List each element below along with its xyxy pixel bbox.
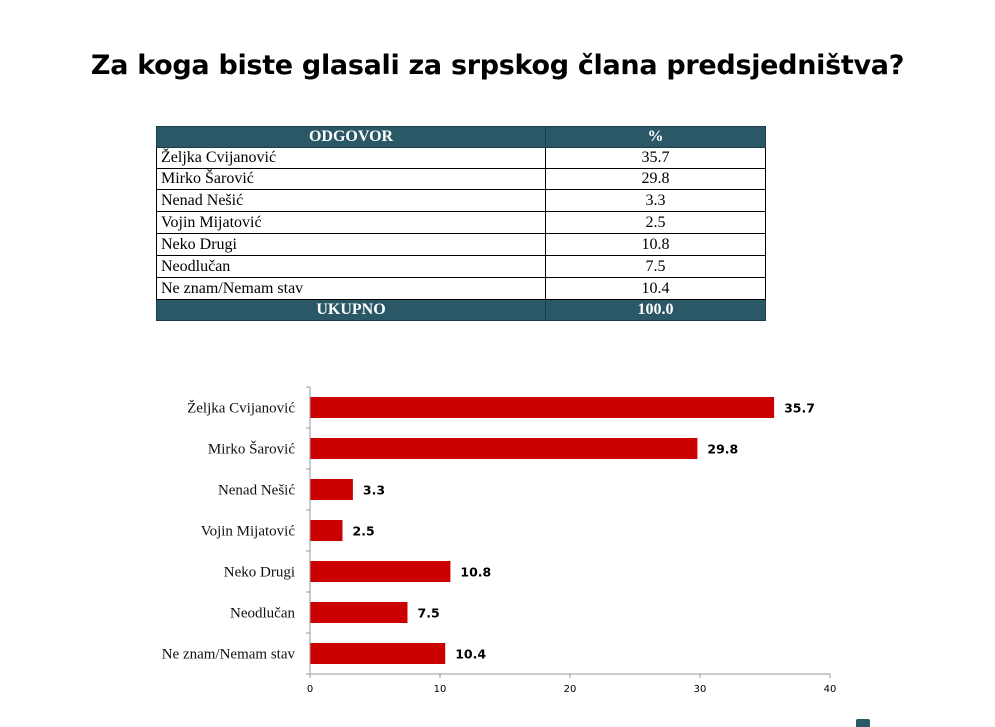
bar [310, 479, 353, 500]
category-label: Mirko Šarović [207, 441, 295, 458]
total-value: 100.0 [546, 300, 766, 321]
bar [310, 520, 343, 541]
row-value: 7.5 [546, 256, 766, 278]
bar [310, 561, 450, 582]
data-label: 10.8 [460, 564, 492, 580]
row-name: Vojin Mijatović [157, 212, 546, 234]
header-answer: ODGOVOR [157, 127, 546, 148]
row-value: 10.4 [546, 278, 766, 300]
row-value: 3.3 [546, 190, 766, 212]
row-name: Nenad Nešić [157, 190, 546, 212]
row-name: Željka Cvijanović [157, 148, 546, 169]
row-value: 29.8 [546, 169, 766, 190]
data-label: 2.5 [352, 523, 375, 539]
data-label: 10.4 [455, 646, 487, 662]
row-name: Mirko Šarović [157, 169, 546, 190]
row-name: Neodlučan [157, 256, 546, 278]
bar [310, 602, 408, 623]
row-value: 2.5 [546, 212, 766, 234]
logo-icon [856, 719, 870, 727]
bar [310, 438, 697, 459]
x-tick-label: 40 [823, 684, 837, 695]
row-name: Neko Drugi [157, 234, 546, 256]
data-label: 3.3 [362, 482, 386, 498]
row-value: 10.8 [546, 234, 766, 256]
category-label: Ne znam/Nemam stav [161, 646, 295, 663]
x-tick-label: 10 [433, 684, 447, 695]
category-label: Željka Cvijanović [187, 400, 295, 417]
category-label: Neodlučan [230, 605, 295, 622]
data-label: 29.8 [707, 441, 739, 457]
page-title: Za koga biste glasali za srpskog člana predsjedništva? [90, 50, 905, 81]
header-percent: % [546, 127, 766, 148]
x-tick-label: 0 [306, 684, 314, 695]
bar [310, 397, 774, 418]
bar [310, 643, 445, 664]
category-label: Vojin Mijatović [200, 523, 295, 540]
row-name: Ne znam/Nemam stav [157, 278, 546, 300]
row-value: 35.7 [546, 148, 766, 169]
x-tick-label: 20 [563, 684, 577, 695]
category-label: Nenad Nešić [217, 482, 295, 499]
category-label: Neko Drugi [223, 564, 295, 581]
total-label: UKUPNO [157, 300, 546, 321]
data-label: 35.7 [784, 400, 815, 416]
data-label: 7.5 [417, 605, 440, 621]
x-tick-label: 30 [693, 684, 707, 695]
